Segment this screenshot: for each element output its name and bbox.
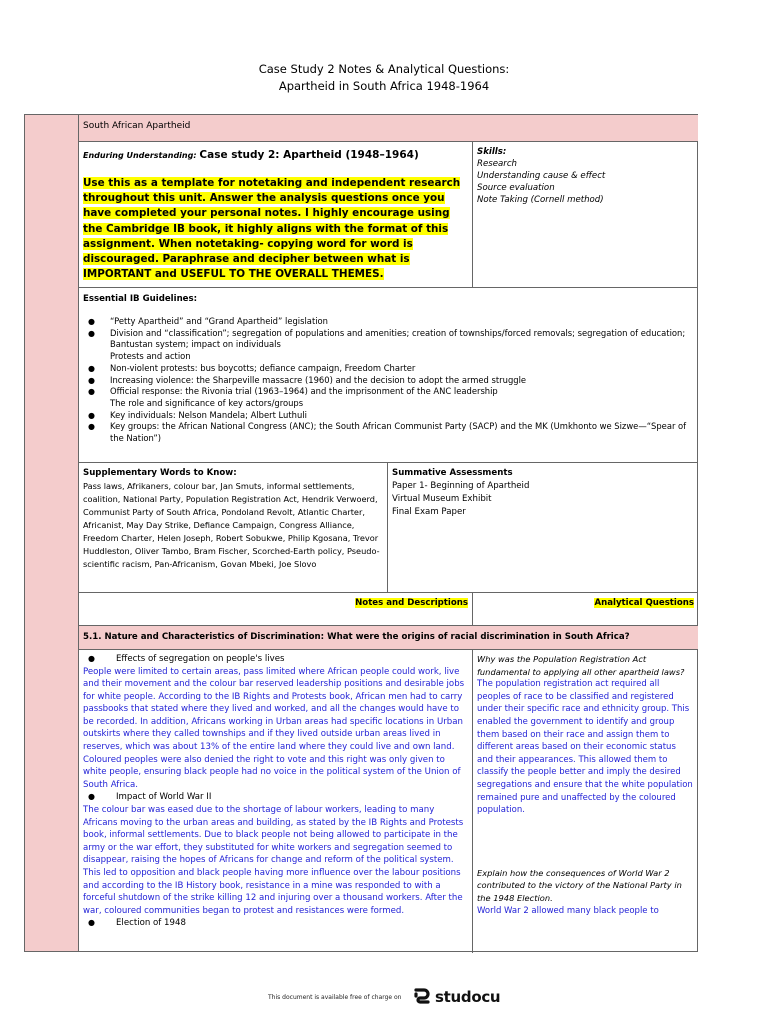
notes-header-label: Notes and Descriptions (355, 598, 468, 608)
section-row (79, 626, 698, 650)
skill-item: Understanding cause & effect (477, 171, 606, 181)
guideline-subheading: The role and significance of key actors/groups (110, 397, 304, 408)
skill-item: Source evaluation (477, 183, 555, 193)
title-line-2: Apartheid in South Africa 1948-1964 (278, 79, 490, 93)
question-answer: The population registration act required all peoples of race to be classified and registered under their specific race and ethnicity group. This enabled the government to identify and group them based on their race and assign them to different areas based on their economic status and their appearances. This allowed them to classify the people better and imply the desired segregations and ensure that the white population remained pure and unaffected by the coloured population. (477, 679, 693, 816)
guideline-item: ● Key individuals: Nelson Mandela; Albert Luthuli (83, 410, 694, 422)
studocu-logo-icon (412, 987, 432, 1007)
guidelines-list (83, 316, 694, 445)
notes-bullet: ● Impact of World War II (83, 791, 468, 804)
enduring-label: Enduring Understanding: (83, 151, 197, 160)
guidelines-row (79, 288, 698, 463)
guideline-item: ● Non-violent protests: bus boycotts; defiance campaign, Freedom Charter (83, 363, 694, 375)
summative-item: Paper 1- Beginning of Apartheid (392, 481, 530, 491)
notes-bullet: ● Effects of segregation on people's lives (83, 653, 468, 666)
notes-table (24, 114, 698, 952)
questions-cell (473, 650, 698, 953)
supplementary-text: Pass laws, Afrikaners, colour bar, Jan Smuts, informal settlements, coalition, National Party, Population Registration Act, Hendrik Verwoerd, Communist Party of South Africa, Pondoland Revolt, Atlantic Charter, Africanist, May Day Strike, Defiance Campaign, Congress Alliance, Freedom Charter, Helen Joseph, Robert Sobukwe, Philip Kgosana, Trevor Huddleston, Oliver Tambo, Bram Fischer, Scorched-Earth policy, Pseudo-scientific racism, Pan-Africanism, Govan Mbeki, Joe Slovo (83, 481, 380, 569)
notes-paragraph: The colour bar was eased due to the shortage of labour workers, leading to many Africans moving to the urban areas and building, as stated by the IB Rights and Protests book, informal settlements. Due to black people not being allowed to participate in the army or the war effort, they substituted for white workers and segregation seemed to disappear, raising the hopes of Africans for change and reform of the political system. This led to opposition and black people having more influence over the labour positions and according to the IB History book, resistance in a mine was responded to with a forceful shutdown of the strike killing 12 and injuring over a thousand workers. After the war, coloured communities began to protest and resistances were formed. (83, 804, 464, 916)
instructions-text: Use this as a template for notetaking and independent research throughout this unit. Answer the analysis questions once you have completed your personal notes. I highly encourage using the Cambridge IB book, it highly aligns with the format of this assignment. When notetaking- copying word for word is discouraged. Paraphrase and decipher between what is IMPORTANT and USEFUL TO THE OVERALL THEMES. (83, 177, 461, 281)
guideline-subheading: Protests and action (110, 351, 191, 362)
guideline-item: ● Division and “classification”; segregation of populations and amenities; creation of townships/forced removals; segregation of education; Bantustan system; impact on individuals (83, 328, 694, 351)
guideline-item: ● Increasing violence: the Sharpeville massacre (1960) and the decision to adopt the armed struggle (83, 375, 694, 387)
footer-text: This document is available free of charge on (268, 994, 402, 1001)
questions-column-header (473, 593, 698, 625)
studocu-logo[interactable] (412, 987, 500, 1007)
summative-cell (388, 463, 698, 592)
guidelines-label: Essential IB Guidelines: (83, 294, 198, 304)
header-text: South African Apartheid (83, 121, 191, 131)
skill-item: Note Taking (Cornell method) (477, 195, 604, 205)
guideline-item: ● Official response: the Rivonia trial (1963–1964) and the imprisonment of the ANC leadership (83, 386, 694, 398)
skill-item: Research (477, 159, 517, 169)
content-row (79, 650, 698, 953)
supplementary-cell (79, 463, 388, 592)
analytical-question: Why was the Population Registration Act fundamental to applying all other apartheid laws? (477, 654, 685, 677)
enduring-row (79, 142, 698, 288)
section-heading: 5.1. Nature and Characteristics of Discrimination: What were the origins of racial discrimination in South Africa? (83, 632, 630, 642)
skills-label: Skills: (477, 147, 507, 157)
table-header-row (79, 115, 698, 142)
notes-bullet: ● Election of 1948 (83, 917, 468, 930)
studocu-wordmark: studocu (435, 988, 501, 1006)
document-title (0, 61, 768, 95)
guidelines-cell (79, 288, 698, 462)
guideline-item: ● Key groups: the African National Congress (ANC); the South African Communist Party (SACP) and the MK (Umkhonto we Sizwe—“Spear of the Nation”) (83, 421, 694, 444)
enduring-cell (79, 142, 473, 287)
notes-paragraph: People were limited to certain areas, pass limited where African people could work, live and their movement and the colour bar reserved leadership positions and desirable jobs for white people. According to the IB Rights and Protests book, African men had to carry passbooks that stated where they lived and worked, and all the changes would have to be recorded. In addition, Africans working in Urban areas had specific locations in Urban outskirts where they called townships and if they lived outside urban areas lived in reserves, which was about 13% of the entire land where they could live and own land. Coloured peoples were also denied the right to vote and this right was only given to white people, ensuring black people had no voice in the political system of the Union of South Africa. (83, 666, 465, 790)
left-margin-column (25, 115, 79, 951)
vocabulary-row (79, 463, 698, 593)
notes-cell (79, 650, 473, 953)
question-answer: World War 2 allowed many black people to (477, 905, 659, 916)
title-line-1: Case Study 2 Notes & Analytical Questions: (258, 62, 510, 76)
questions-header-label: Analytical Questions (594, 598, 694, 608)
skills-cell (473, 142, 698, 287)
summative-item: Final Exam Paper (392, 507, 466, 517)
case-title: Case study 2: Apartheid (1948–1964) (199, 149, 419, 161)
notes-column-header (79, 593, 473, 625)
supplementary-label: Supplementary Words to Know: (83, 468, 237, 478)
summative-label: Summative Assessments (392, 468, 513, 478)
analytical-question: Explain how the consequences of World War 2 contributed to the victory of the National Party in the 1948 Election. (477, 867, 682, 903)
column-header-row (79, 593, 698, 626)
summative-item: Virtual Museum Exhibit (392, 494, 492, 504)
guideline-item: ● “Petty Apartheid” and “Grand Apartheid” legislation (83, 316, 694, 328)
